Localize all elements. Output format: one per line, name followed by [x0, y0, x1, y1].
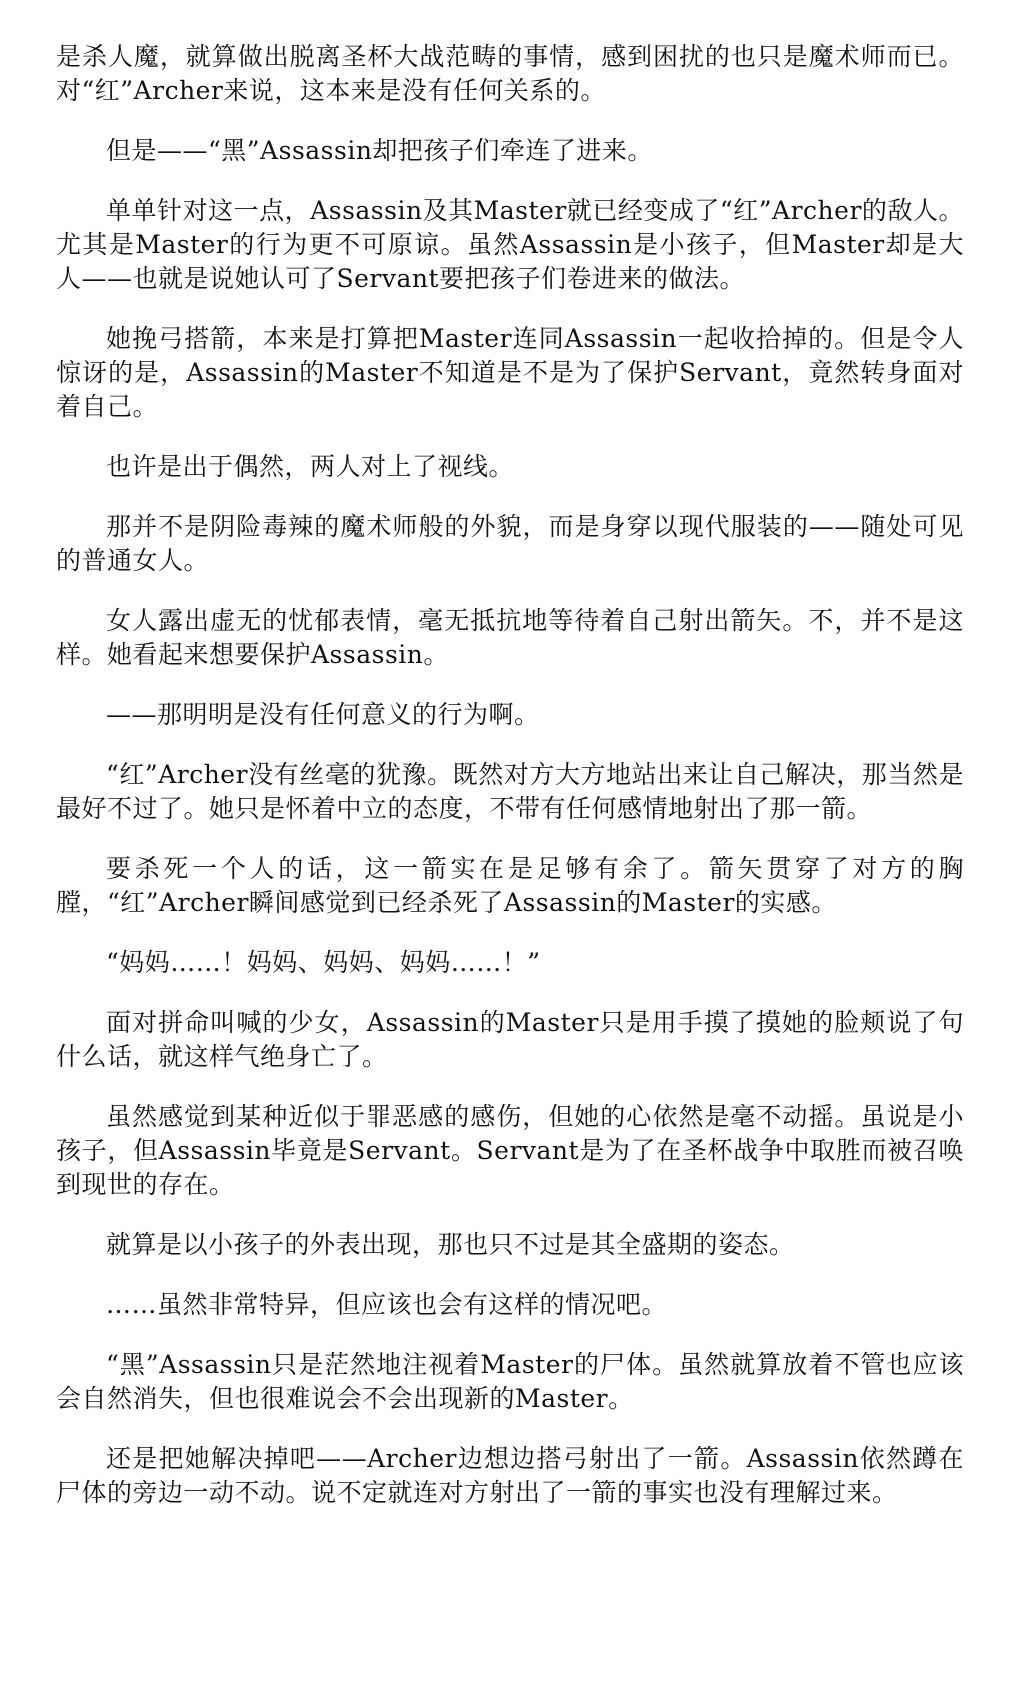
paragraph: 但是——“黑”Assassin却把孩子们牵连了进来。 [106, 136, 653, 165]
paragraph: 那并不是阴险毒辣的魔术师般的外貌，而是身穿以现代服装的——随处可见的普通女人。 [56, 512, 964, 575]
paragraph: 还是把她解决掉吧——Archer边想边搭弓射出了一箭。Assassin依然蹲在尸体的旁边一动不动。说不定就连对方射出了一箭的事实也没有理解过来。 [56, 1444, 964, 1507]
document-page [56, 40, 964, 1536]
paragraph: 女人露出虚无的忧郁表情，毫无抵抗地等待着自己射出箭矢。不，并不是这样。她看起来想要保护Assassin。 [56, 606, 964, 669]
paragraph: 要杀死一个人的话，这一箭实在是足够有余了。箭矢贯穿了对方的胸膛，“红”Archer瞬间感觉到已经杀死了Assassin的Master的实感。 [56, 854, 964, 917]
paragraph: “红”Archer没有丝毫的犹豫。既然对方大方地站出来让自己解决，那当然是最好不过了。她只是怀着中立的态度，不带有任何感情地射出了那一箭。 [56, 760, 964, 823]
paragraph: 也许是出于偶然，两人对上了视线。 [106, 452, 515, 481]
paragraph: 虽然感觉到某种近似于罪恶感的感伤，但她的心依然是毫不动摇。虽说是小孩子，但Assassin毕竟是Servant。Servant是为了在圣杯战争中取胜而被召唤到现世的存在。 [56, 1102, 964, 1199]
paragraph: 单单针对这一点，Assassin及其Master就已经变成了“红”Archer的敌人。尤其是Master的行为更不可原谅。虽然Assassin是小孩子，但Master却是大人——也就是说她认可了Servant要把孩子们卷进来的做法。 [56, 196, 964, 293]
paragraph: ——那明明是没有任何意义的行为啊。 [106, 700, 540, 729]
paragraph: ……虽然非常特异，但应该也会有这样的情况吧。 [106, 1290, 668, 1319]
paragraph: 面对拼命叫喊的少女，Assassin的Master只是用手摸了摸她的脸颊说了句什么话，就这样气绝身亡了。 [56, 1008, 964, 1071]
paragraph: “黑”Assassin只是茫然地注视着Master的尸体。虽然就算放着不管也应该会自然消失，但也很难说会不会出现新的Master。 [56, 1350, 964, 1413]
paragraph: 是杀人魔，就算做出脱离圣杯大战范畴的事情，感到困扰的也只是魔术师而已。对“红”Archer来说，这本来是没有任何关系的。 [56, 42, 964, 105]
paragraph: 她挽弓搭箭，本来是打算把Master连同Assassin一起收拾掉的。但是令人惊讶的是，Assassin的Master不知道是不是为了保护Servant，竟然转身面对着自己。 [56, 324, 964, 421]
paragraph: 就算是以小孩子的外表出现，那也只不过是其全盛期的姿态。 [106, 1230, 795, 1259]
paragraph: “妈妈……！妈妈、妈妈、妈妈……！” [106, 948, 541, 977]
